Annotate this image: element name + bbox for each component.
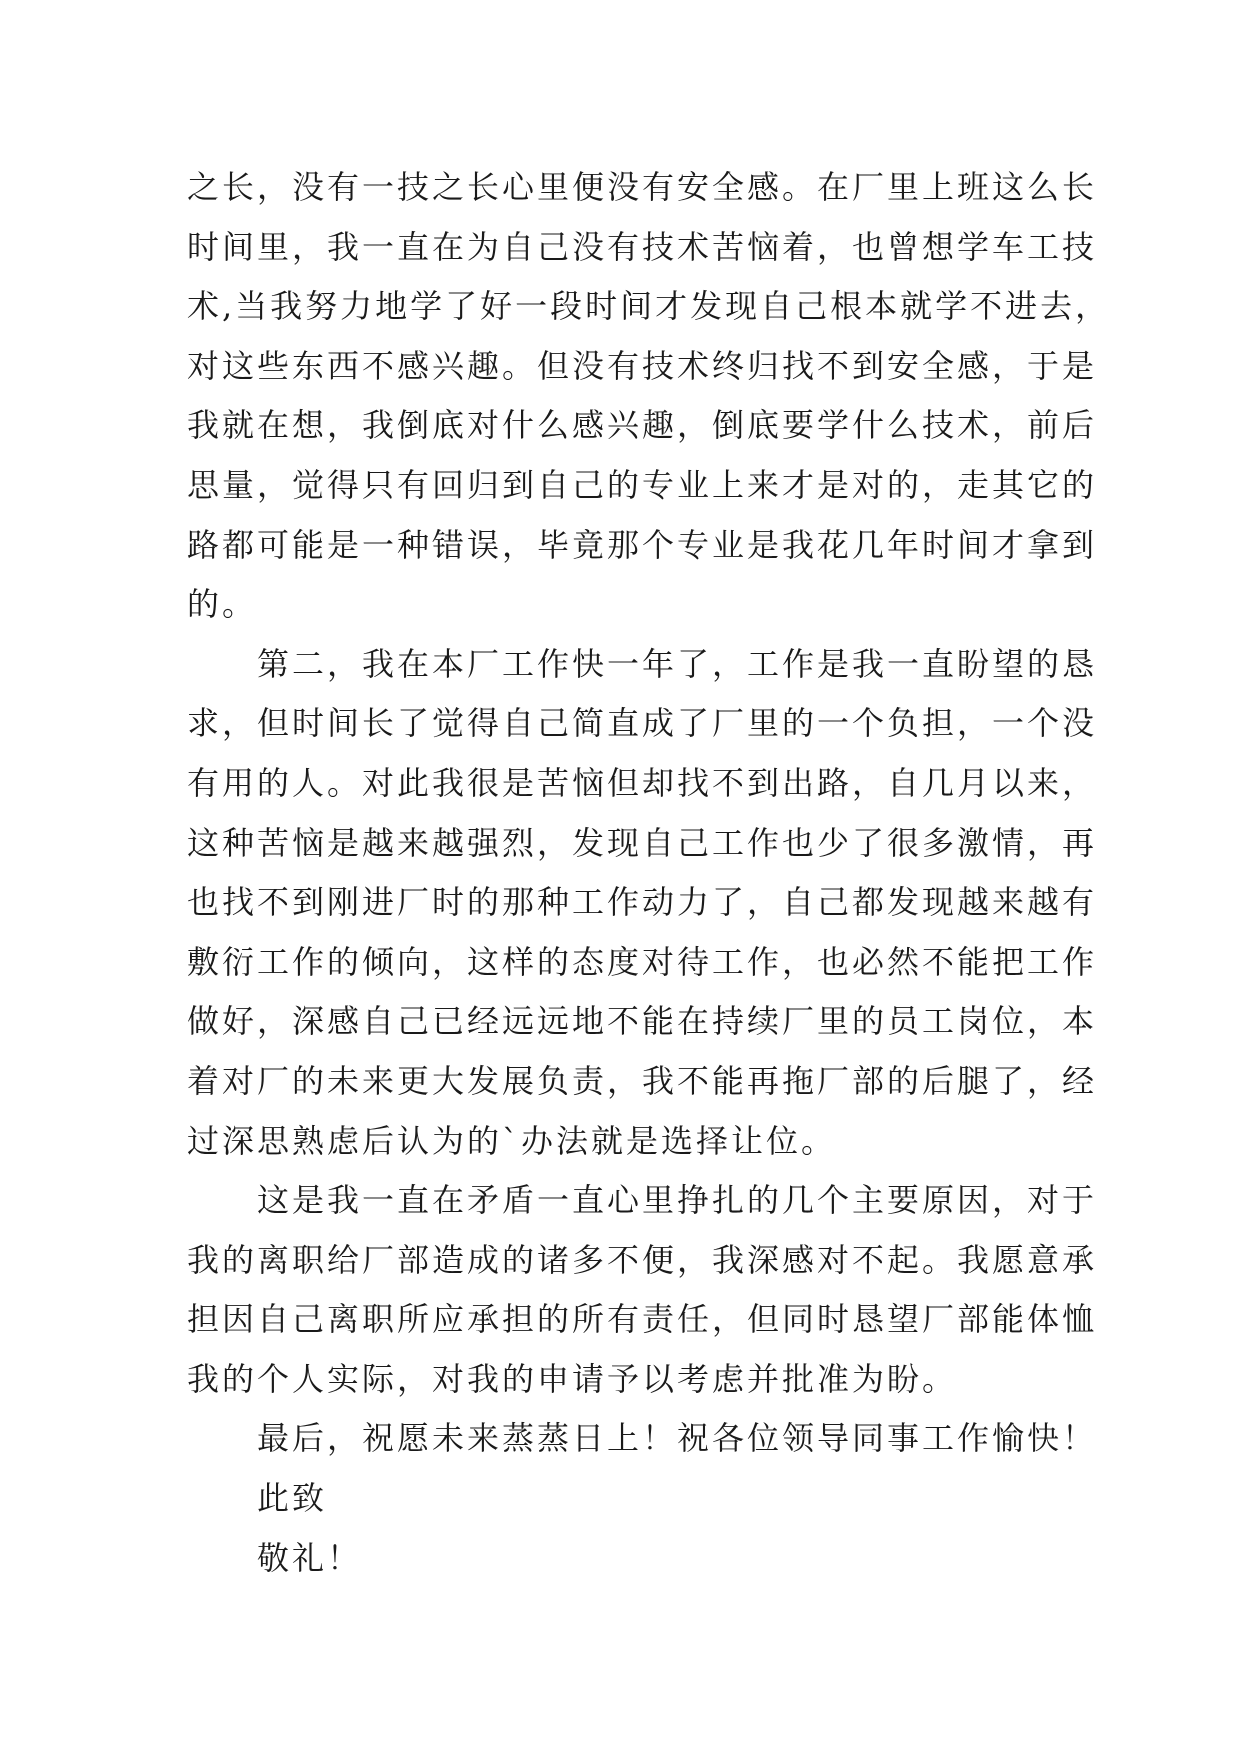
text-line: 思量，觉得只有回归到自己的专业上来才是对的，走其它的 [187, 465, 1098, 504]
text-line: 过深思熟虑后认为的`办法就是选择让位。 [187, 1121, 837, 1160]
text-line: 担因自己离职所应承担的所有责任，但同时恳望厂部能体恤 [187, 1300, 1098, 1339]
text-line: 路都可能是一种错误，毕竟那个专业是我花几年时间才拿到 [187, 525, 1098, 564]
text-line: 这是我一直在矛盾一直心里挣扎的几个主要原因，对于 [257, 1181, 1098, 1220]
text-line: 的。 [187, 585, 258, 624]
text-line: 最后，祝愿未来蒸蒸日上！祝各位领导同事工作愉快！ [257, 1419, 1098, 1458]
text-line: 对这些东西不感兴趣。但没有技术终归找不到安全感，于是 [187, 346, 1098, 385]
text-line: 这种苦恼是越来越强烈，发现自己工作也少了很多激情，再 [187, 823, 1098, 862]
text-line: 此致 [257, 1479, 328, 1518]
text-line: 我的个人实际，对我的申请予以考虑并批准为盼。 [187, 1359, 958, 1398]
text-line: 也找不到刚进厂时的那种工作动力了，自己都发现越来越有 [187, 883, 1098, 922]
text-line: 敬礼！ [257, 1538, 363, 1577]
text-line: 时间里，我一直在为自己没有技术苦恼着，也曾想学车工技 [187, 227, 1098, 266]
text-line: 着对厂的未来更大发展负责，我不能再拖厂部的后腿了，经 [187, 1061, 1098, 1100]
text-line: 求，但时间长了觉得自己简直成了厂里的一个负担，一个没 [187, 704, 1098, 743]
text-line: 之长，没有一技之长心里便没有安全感。在厂里上班这么长 [187, 168, 1098, 206]
text-line: 做好，深感自己已经远远地不能在持续厂里的员工岗位，本 [187, 1002, 1098, 1041]
text-line: 有用的人。对此我很是苦恼但却找不到出路，自几月以来， [187, 763, 1098, 802]
text-line: 我就在想，我倒底对什么感兴趣，倒底要学什么技术，前后 [187, 406, 1098, 445]
text-line: 敷衍工作的倾向，这样的态度对待工作，也必然不能把工作 [187, 942, 1098, 981]
text-line: 术,当我努力地学了好一段时间才发现自己根本就学不进去， [187, 287, 1111, 326]
text-line: 我的离职给厂部造成的诸多不便，我深感对不起。我愿意承 [187, 1240, 1098, 1279]
text-line: 第二，我在本厂工作快一年了，工作是我一直盼望的恳 [257, 644, 1098, 683]
letter-body [187, 158, 1111, 1588]
